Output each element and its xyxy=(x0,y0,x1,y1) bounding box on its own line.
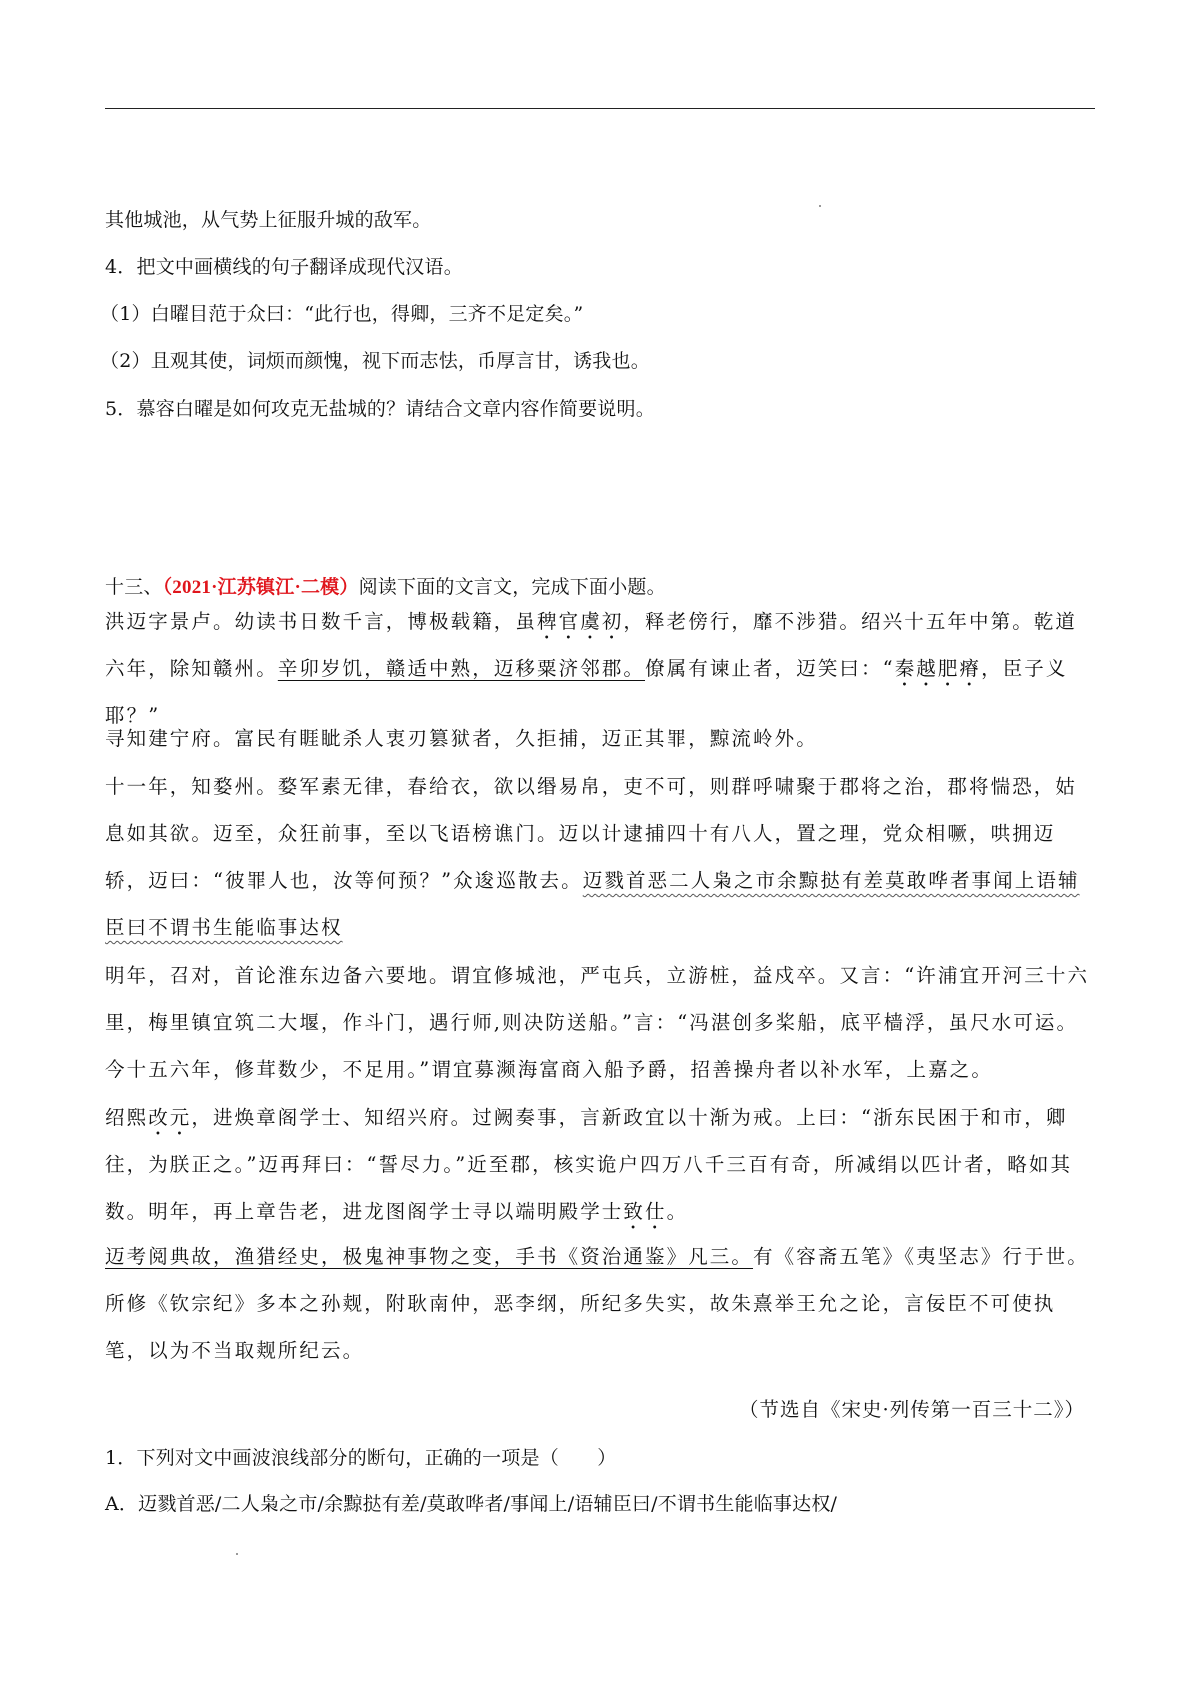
question-5: 5．慕容白曜是如何攻克无盐城的？请结合文章内容作简要说明。 xyxy=(105,398,655,420)
dotted-term: 稗官虞初 xyxy=(537,610,624,633)
passage-source: （节选自《宋史·列传第一百三十二》） xyxy=(739,1398,1085,1421)
question-1: 1．下列对文中画波浪线部分的断句，正确的一项是（ ） xyxy=(105,1447,617,1469)
passage-paragraph-6 xyxy=(105,1233,1095,1374)
dotted-term: 改元 xyxy=(148,1106,192,1129)
dotted-term: 致仕 xyxy=(623,1200,667,1223)
wavy-underlined-passage: 迈戮首恶二人枭之市余黥挞有差莫敢哗者事闻上语辅臣曰不谓书生能临事达权 xyxy=(105,869,1080,939)
p5-text-c: 。 xyxy=(666,1200,689,1223)
scan-speck xyxy=(819,205,821,207)
p1-text-c: 僚属有谏止者，迈笑曰：“ xyxy=(645,657,895,680)
section-13-heading xyxy=(105,572,666,599)
p6-text: 有《容斋五笔》《夷坚志》行于世。所修《钦宗纪》多本之孙觌，附耿南仲，恶李纲，所纪多失实，故朱熹举王允之论，言佞臣不可使执笔，以为不当取觌所纪云。 xyxy=(105,1245,1089,1362)
question-4-part-1: （1）白曜目范于众曰：“此行也，得卿，三齐不足定矣。” xyxy=(100,303,584,325)
section-instruction: 阅读下面的文言文，完成下面小题。 xyxy=(358,576,666,598)
dotted-term: 秦越肥瘠 xyxy=(894,657,982,680)
underlined-sentence: 辛卯岁饥，赣适中熟，迈移粟济邻郡。 xyxy=(277,657,646,680)
underlined-sentence: 迈考阅典故，渔猎经史，极鬼神事物之变，手书《资治通鉴》凡三。 xyxy=(105,1245,754,1268)
p1-text-a: 洪迈字景卢。幼读书日数千言，博极载籍，虽 xyxy=(105,610,538,633)
section-number: 十三、 xyxy=(105,576,163,598)
passage-paragraph-4: 明年，召对，首论淮东边备六要地。谓宜修城池，严屯兵，立游桩，益戍卒。又言：“许浦宜开河三十六里，梅里镇宜筑二大堰，作斗门，遇行师,则决防送船。”言：“冯湛创多桨船，底平樯浮，虽尺水可运。今十五六年，修茸数少，不足用。”谓宜募濒海富商入船予爵，招善操舟者以补水军，上嘉之。 xyxy=(105,964,1090,1081)
continuation-text: 其他城池，从气势上征服升城的敌军。 xyxy=(105,209,432,231)
p5-text-a: 绍熙 xyxy=(105,1106,149,1129)
p1-text-d: ，臣子义耶？” xyxy=(105,657,1068,727)
option-a: A．迈戮首恶/二人枭之市/余黥挞有差/莫敢哗者/事闻上/语辅臣曰/不谓书生能临事达权/ xyxy=(105,1493,838,1515)
question-4: 4．把文中画横线的句子翻译成现代汉语。 xyxy=(105,256,463,278)
p5-text-b: ，进焕章阁学士、知绍兴府。过阙奏事，言新政宜以十渐为戒。上曰：“浙东民困于和市，卿往，为朕正之。”迈再拜曰：“誓尽力。”近至郡，核实诡户四万八千三百有奇，所减绢以匹计者，略如其数。明年，再上章告老，进龙图阁学士寻以端明殿学士 xyxy=(105,1106,1073,1223)
question-4-part-2: （2）且观其使，词烦而颜愧，视下而志怯，币厚言甘，诱我也。 xyxy=(100,350,650,372)
p1-text-b: ，释老傍行，靡不涉猎。绍兴十五年中第。乾道六年，除知赣州。 xyxy=(105,610,1078,680)
passage-paragraph-5 xyxy=(105,1094,1095,1235)
header-rule xyxy=(105,108,1095,109)
passage-paragraph-2: 寻知建宁府。富民有睚眦杀人衷刃篡狱者，久拒捕，迈正其罪，黥流岭外。 xyxy=(105,727,818,750)
source-tag: （2021·江苏镇江·二模） xyxy=(162,577,359,598)
passage-paragraph-3 xyxy=(105,763,1095,951)
scan-speck xyxy=(236,1553,238,1555)
p3-text: 十一年，知婺州。婺军素无律，春给衣，欲以缗易帛，吏不可，则群呼啸聚于郡将之治，郡将惴恐，姑息如其欲。迈至，众狂前事，至以飞语榜谯门。迈以计逮捕四十有八人，置之理，党众相噘，哄拥迈轿，迈曰：“彼罪人也，汝等何预？”众逡巡散去。 xyxy=(105,775,1078,892)
